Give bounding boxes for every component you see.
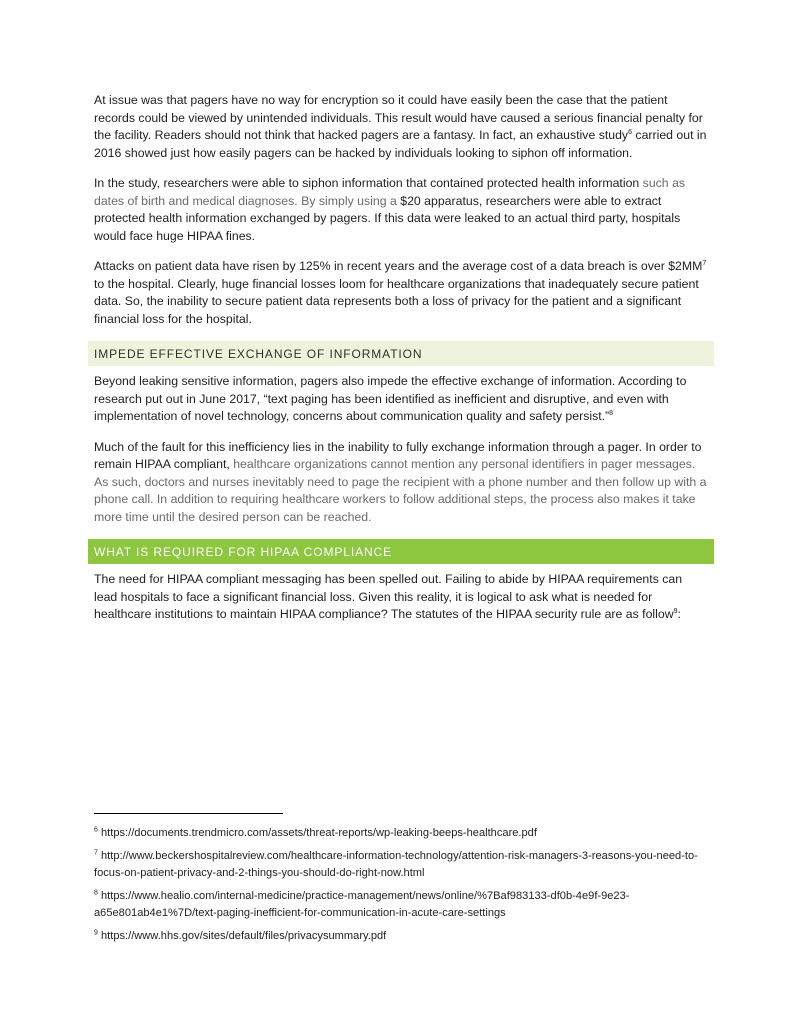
footnote-ref-7: 7 bbox=[702, 259, 707, 267]
footnotes bbox=[94, 825, 714, 951]
footnote-link[interactable]: https://www.healio.com/internal-medicine/practice-management/news/online/%7Baf983133-df0b-4e9f-9e23-a65e801ab4e1%7D/text-paging-inefficient-for-communication-in-acute-care-settings bbox=[94, 890, 630, 919]
paragraph-pager-encryption: At issue was that pagers have no way for encryption so it could have easily been the case that the patient records could be viewed by unintended individuals. This result would have caused a serious financial penalty for the facility. Readers should not think that hacked pagers are a fantasy. In fact, an exhaustive study$^6$ carried out in 2016 showed just how easily pagers can be hacked by individuals looking to siphon off information. bbox=[94, 93, 707, 160]
footnote-link[interactable]: http://www.beckershospitalreview.com/healthcare-information-technology/attention-risk-managers-3-reasons-you-need-to-focus-on-patient-privacy-and-2-things-you-should-do-right-now.html bbox=[94, 850, 698, 879]
section-heading-impede-exchange: IMPEDE EFFECTIVE EXCHANGE OF INFORMATION bbox=[88, 341, 714, 366]
footnote: $^7$ http://www.beckershospitalreview.com/healthcare-information-technology/attention-risk-managers-3-reasons-you-need-to-focus-on-patient-privacy-and-2-things-you-should-do-right-now.html bbox=[94, 849, 698, 879]
paragraph-research-2017: Beyond leaking sensitive information, pagers also impede the effective exchange of information. According to research put out in June 2017, “text paging has been identified as inefficient and disruptive, and even with implementation of novel technology, concerns about communication quality and safety persist.”$^8$ bbox=[94, 374, 687, 423]
paragraph-hipaa-need: The need for HIPAA compliant messaging has been spelled out. Failing to abide by HIPAA requirements can lead hospitals to face a significant financial loss. Given this reality, it is logical to ask what is needed for healthcare institutions to maintain HIPAA compliance? The statutes of the HIPAA security rule are as follow$^9$: bbox=[94, 572, 683, 621]
document-body bbox=[94, 92, 708, 637]
footnote-ref-9: 9 bbox=[673, 607, 678, 615]
paragraph-study: In the study, researchers were able to siphon information that contained protected health information such as dates of birth and medical diagnoses. By simply using a $20 apparatus, researchers were able to extract protected health information exchanged by pagers. If this data were leaked to an actual third party, hospitals would face huge HIPAA fines. bbox=[94, 176, 686, 243]
section-heading-hipaa-compliance: WHAT IS REQUIRED FOR HIPAA COMPLIANCE bbox=[88, 539, 714, 564]
footnote-link[interactable]: https://www.hhs.gov/sites/default/files/privacysummary.pdf bbox=[97, 930, 387, 942]
footnote-separator bbox=[94, 813, 283, 814]
footnote-ref-8: 8 bbox=[609, 409, 614, 417]
footnote: $^9$ https://www.hhs.gov/sites/default/files/privacysummary.pdf bbox=[94, 929, 387, 942]
footnote-ref-6: 6 bbox=[628, 128, 632, 136]
footnote: $^8$ https://www.healio.com/internal-medicine/practice-management/news/online/%7Baf983133-df0b-4e9f-9e23-a65e801ab4e1%7D/text-paging-inefficient-for-communication-in-acute-care-settings bbox=[94, 889, 630, 919]
footnote-link[interactable]: https://documents.trendmicro.com/assets/threat-reports/wp-leaking-beeps-healthcare.pdf bbox=[97, 827, 537, 839]
paragraph-inefficiency: Much of the fault for this inefficiency lies in the inability to fully exchange information through a pager. In order to remain HIPAA compliant, healthcare organizations cannot mention any personal identifiers in pager messages. As such, doctors and nurses inevitably need to page the recipient with a phone number and then follow up with a phone call. In addition to requiring healthcare workers to follow additional steps, the process also makes it take more time until the desired person can be reached. bbox=[94, 439, 707, 524]
paragraph-attacks: Attacks on patient data have risen by 125% in recent years and the average cost of a data breach is over $\$2MM^7$ to the hospital. Clearly, huge financial losses loom for healthcare organizations that inadequately secure patient data. So, the inability to secure patient data represents both a loss of privacy for the patient and a significant financial loss for the hospital. bbox=[94, 259, 707, 326]
footnote: $^6$ https://documents.trendmicro.com/assets/threat-reports/wp-leaking-beeps-healthcare.pdf bbox=[94, 826, 537, 839]
